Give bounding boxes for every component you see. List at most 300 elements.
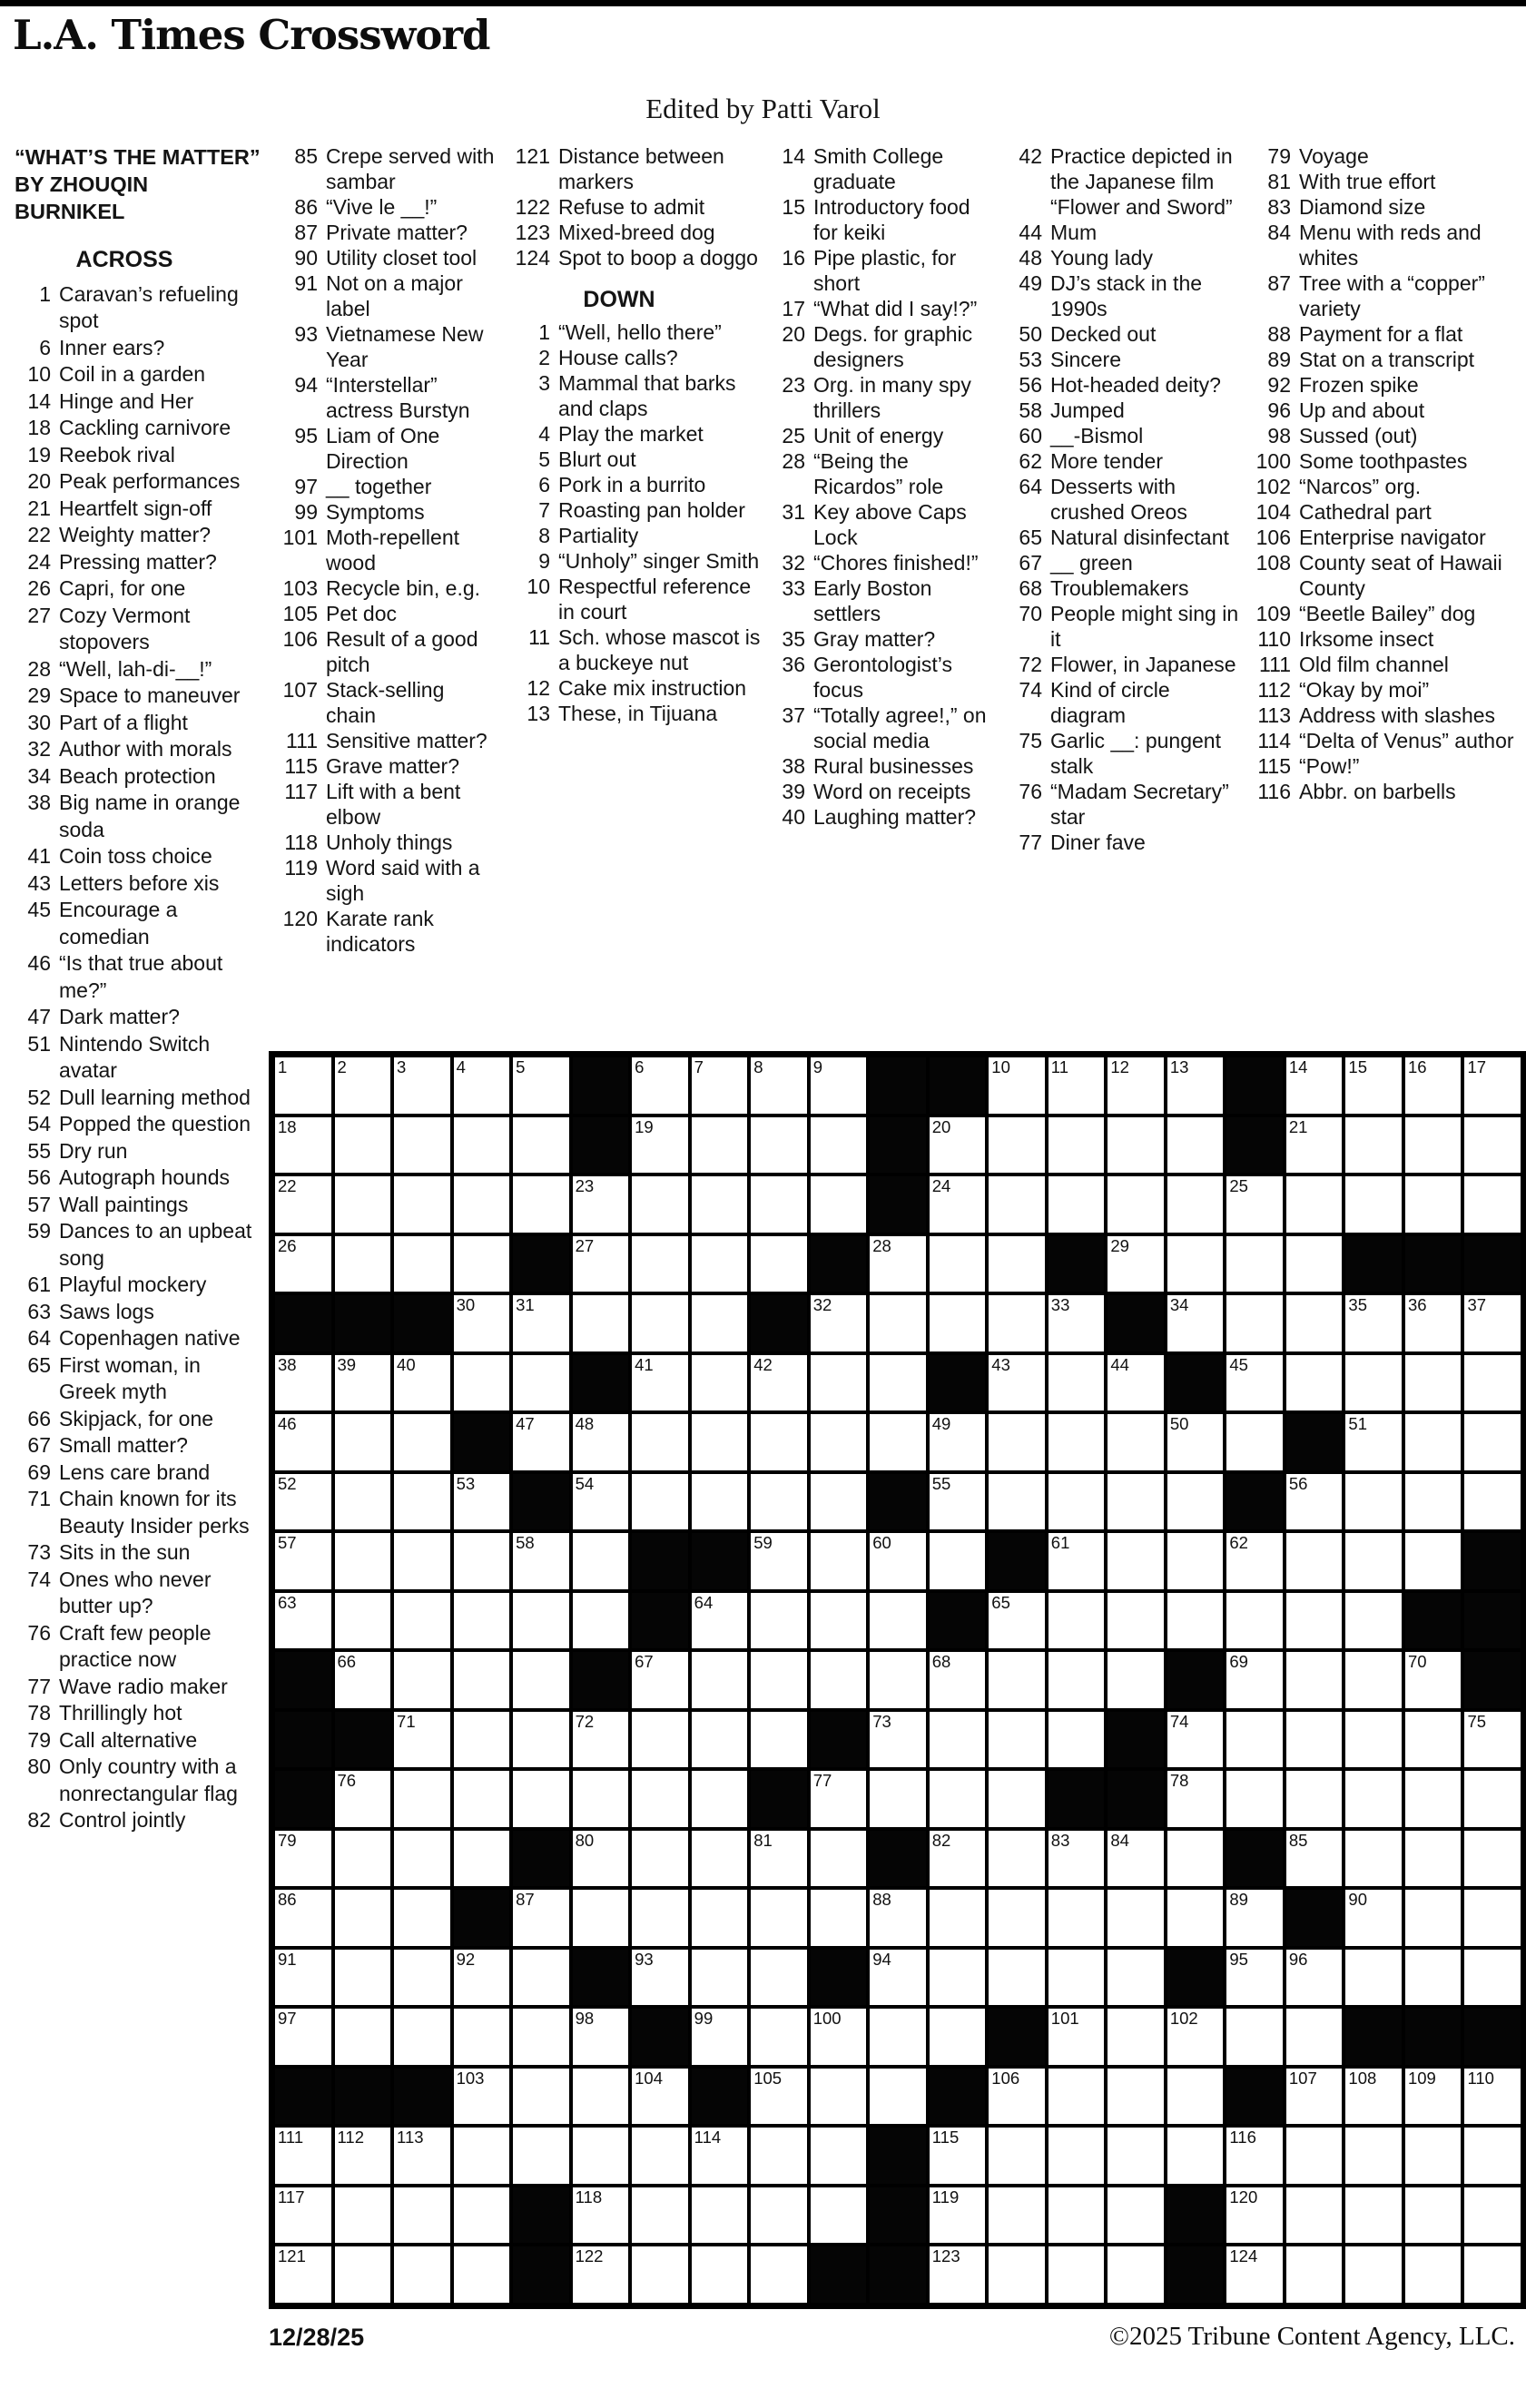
grid-cell[interactable]: [630, 1234, 690, 1294]
grid-cell[interactable]: [273, 2186, 333, 2246]
grid-cell[interactable]: [452, 1710, 512, 1770]
grid-cell[interactable]: [1225, 1591, 1285, 1651]
grid-cell[interactable]: [1285, 1353, 1344, 1413]
grid-cell[interactable]: [1225, 2007, 1285, 2067]
grid-cell[interactable]: [392, 1948, 452, 2008]
grid-cell[interactable]: [630, 1056, 690, 1116]
grid-cell[interactable]: [571, 1472, 631, 1532]
grid-cell[interactable]: [571, 1412, 631, 1472]
grid-cell[interactable]: [809, 1412, 869, 1472]
grid-cell[interactable]: [987, 1829, 1047, 1889]
grid-cell[interactable]: [868, 1234, 928, 1294]
grid-cell[interactable]: [392, 1234, 452, 1294]
grid-cell[interactable]: [1106, 1116, 1166, 1175]
grid-cell[interactable]: [1403, 1531, 1463, 1591]
grid-cell[interactable]: [928, 1472, 988, 1532]
grid-cell[interactable]: [1166, 1531, 1226, 1591]
grid-cell[interactable]: [1462, 2126, 1522, 2186]
grid-cell[interactable]: [511, 2007, 571, 2067]
grid-cell[interactable]: [1106, 2245, 1166, 2305]
grid-cell[interactable]: [630, 2245, 690, 2305]
grid-cell[interactable]: [1166, 1472, 1226, 1532]
grid-cell[interactable]: [1344, 1710, 1403, 1770]
grid-cell[interactable]: [333, 2126, 393, 2186]
grid-cell[interactable]: [1403, 1710, 1463, 1770]
grid-cell[interactable]: [868, 1531, 928, 1591]
grid-cell[interactable]: [1462, 2245, 1522, 2305]
grid-cell[interactable]: [1106, 1591, 1166, 1651]
grid-cell[interactable]: [809, 1056, 869, 1116]
grid-cell[interactable]: [452, 1591, 512, 1651]
grid-cell[interactable]: [1462, 1353, 1522, 1413]
grid-cell[interactable]: [571, 1888, 631, 1948]
grid-cell[interactable]: [630, 2126, 690, 2186]
grid-cell[interactable]: [1106, 1888, 1166, 1948]
grid-cell[interactable]: [1403, 1293, 1463, 1353]
grid-cell[interactable]: [690, 2245, 750, 2305]
grid-cell[interactable]: [928, 2245, 988, 2305]
grid-cell[interactable]: [1403, 1412, 1463, 1472]
grid-cell[interactable]: [928, 1829, 988, 1889]
grid-cell[interactable]: [809, 1650, 869, 1710]
grid-cell[interactable]: [1403, 2126, 1463, 2186]
grid-cell[interactable]: [1462, 2067, 1522, 2127]
grid-cell[interactable]: [333, 1650, 393, 1710]
grid-cell[interactable]: [690, 1234, 750, 1294]
grid-cell[interactable]: [749, 1888, 809, 1948]
grid-cell[interactable]: [868, 1412, 928, 1472]
grid-cell[interactable]: [273, 1175, 333, 1234]
grid-cell[interactable]: [571, 1531, 631, 1591]
grid-cell[interactable]: [1344, 1829, 1403, 1889]
grid-cell[interactable]: [987, 1056, 1047, 1116]
grid-cell[interactable]: [630, 1710, 690, 1770]
grid-cell[interactable]: [1462, 1888, 1522, 1948]
grid-cell[interactable]: [690, 1650, 750, 1710]
grid-cell[interactable]: [333, 1591, 393, 1651]
grid-cell[interactable]: [273, 1888, 333, 1948]
grid-cell[interactable]: [1462, 1412, 1522, 1472]
grid-cell[interactable]: [511, 1650, 571, 1710]
grid-cell[interactable]: [630, 1769, 690, 1829]
grid-cell[interactable]: [809, 2126, 869, 2186]
grid-cell[interactable]: [1285, 2126, 1344, 2186]
grid-cell[interactable]: [928, 1234, 988, 1294]
grid-cell[interactable]: [333, 1116, 393, 1175]
grid-cell[interactable]: [987, 1650, 1047, 1710]
grid-cell[interactable]: [511, 1412, 571, 1472]
grid-cell[interactable]: [273, 1472, 333, 1532]
grid-cell[interactable]: [1047, 1353, 1107, 1413]
grid-cell[interactable]: [690, 1353, 750, 1413]
grid-cell[interactable]: [452, 2245, 512, 2305]
grid-cell[interactable]: [987, 1710, 1047, 1770]
grid-cell[interactable]: [987, 1116, 1047, 1175]
grid-cell[interactable]: [1403, 1769, 1463, 1829]
grid-cell[interactable]: [452, 2126, 512, 2186]
grid-cell[interactable]: [690, 1769, 750, 1829]
grid-cell[interactable]: [690, 1710, 750, 1770]
grid-cell[interactable]: [987, 1353, 1047, 1413]
grid-cell[interactable]: [1462, 1948, 1522, 2008]
grid-cell[interactable]: [1344, 1412, 1403, 1472]
grid-cell[interactable]: [452, 1769, 512, 1829]
grid-cell[interactable]: [928, 1412, 988, 1472]
grid-cell[interactable]: [1047, 1591, 1107, 1651]
grid-cell[interactable]: [809, 1829, 869, 1889]
grid-cell[interactable]: [630, 1175, 690, 1234]
grid-cell[interactable]: [1166, 2126, 1226, 2186]
grid-cell[interactable]: [1403, 1056, 1463, 1116]
grid-cell[interactable]: [749, 2245, 809, 2305]
grid-cell[interactable]: [273, 1116, 333, 1175]
grid-cell[interactable]: [273, 2007, 333, 2067]
grid-cell[interactable]: [1225, 1888, 1285, 1948]
grid-cell[interactable]: [1225, 1948, 1285, 2008]
grid-cell[interactable]: [1047, 2067, 1107, 2127]
grid-cell[interactable]: [1344, 1353, 1403, 1413]
grid-cell[interactable]: [690, 2007, 750, 2067]
grid-cell[interactable]: [1344, 1948, 1403, 2008]
grid-cell[interactable]: [928, 1650, 988, 1710]
grid-cell[interactable]: [1106, 1650, 1166, 1710]
grid-cell[interactable]: [1285, 1650, 1344, 1710]
grid-cell[interactable]: [1285, 1175, 1344, 1234]
grid-cell[interactable]: [1106, 2067, 1166, 2127]
grid-cell[interactable]: [1225, 1293, 1285, 1353]
grid-cell[interactable]: [1462, 2186, 1522, 2246]
grid-cell[interactable]: [690, 2186, 750, 2246]
grid-cell[interactable]: [273, 2245, 333, 2305]
grid-cell[interactable]: [1462, 1116, 1522, 1175]
grid-cell[interactable]: [571, 2186, 631, 2246]
grid-cell[interactable]: [1344, 1591, 1403, 1651]
grid-cell[interactable]: [1047, 1175, 1107, 1234]
grid-cell[interactable]: [630, 1293, 690, 1353]
grid-cell[interactable]: [571, 1769, 631, 1829]
grid-cell[interactable]: [928, 2007, 988, 2067]
grid-cell[interactable]: [511, 1591, 571, 1651]
grid-cell[interactable]: [749, 1234, 809, 1294]
grid-cell[interactable]: [749, 1710, 809, 1770]
grid-cell[interactable]: [1225, 2126, 1285, 2186]
grid-cell[interactable]: [987, 1888, 1047, 1948]
grid-cell[interactable]: [571, 1710, 631, 1770]
grid-cell[interactable]: [333, 1531, 393, 1591]
grid-cell[interactable]: [749, 1412, 809, 1472]
grid-cell[interactable]: [630, 2067, 690, 2127]
grid-cell[interactable]: [749, 1116, 809, 1175]
grid-cell[interactable]: [868, 1710, 928, 1770]
grid-cell[interactable]: [571, 2067, 631, 2127]
grid-cell[interactable]: [987, 2067, 1047, 2127]
grid-cell[interactable]: [1047, 1056, 1107, 1116]
grid-cell[interactable]: [1285, 2245, 1344, 2305]
grid-cell[interactable]: [511, 1531, 571, 1591]
grid-cell[interactable]: [333, 1056, 393, 1116]
grid-cell[interactable]: [749, 2186, 809, 2246]
grid-cell[interactable]: [392, 2007, 452, 2067]
grid-cell[interactable]: [809, 2067, 869, 2127]
grid-cell[interactable]: [452, 1056, 512, 1116]
grid-cell[interactable]: [1403, 2245, 1463, 2305]
grid-cell[interactable]: [928, 1293, 988, 1353]
grid-cell[interactable]: [1225, 1710, 1285, 1770]
grid-cell[interactable]: [1225, 1175, 1285, 1234]
grid-cell[interactable]: [1403, 1650, 1463, 1710]
grid-cell[interactable]: [1344, 1116, 1403, 1175]
grid-cell[interactable]: [690, 1293, 750, 1353]
grid-cell[interactable]: [452, 1353, 512, 1413]
grid-cell[interactable]: [1344, 2186, 1403, 2246]
grid-cell[interactable]: [511, 1769, 571, 1829]
grid-cell[interactable]: [987, 1591, 1047, 1651]
grid-cell[interactable]: [1285, 2067, 1344, 2127]
grid-cell[interactable]: [690, 1472, 750, 1532]
grid-cell[interactable]: [392, 1175, 452, 1234]
grid-cell[interactable]: [452, 1293, 512, 1353]
grid-cell[interactable]: [809, 2186, 869, 2246]
grid-cell[interactable]: [868, 1948, 928, 2008]
grid-cell[interactable]: [1106, 1234, 1166, 1294]
grid-cell[interactable]: [392, 1353, 452, 1413]
grid-cell[interactable]: [571, 2245, 631, 2305]
grid-cell[interactable]: [1106, 2126, 1166, 2186]
grid-cell[interactable]: [987, 1412, 1047, 1472]
grid-cell[interactable]: [749, 1353, 809, 1413]
grid-cell[interactable]: [1047, 1531, 1107, 1591]
grid-cell[interactable]: [571, 1293, 631, 1353]
grid-cell[interactable]: [333, 2245, 393, 2305]
grid-cell[interactable]: [333, 1829, 393, 1889]
grid-cell[interactable]: [630, 1412, 690, 1472]
grid-cell[interactable]: [749, 1829, 809, 1889]
grid-cell[interactable]: [333, 1769, 393, 1829]
grid-cell[interactable]: [1047, 2126, 1107, 2186]
grid-cell[interactable]: [987, 1293, 1047, 1353]
grid-cell[interactable]: [1285, 1472, 1344, 1532]
grid-cell[interactable]: [452, 2067, 512, 2127]
grid-cell[interactable]: [1225, 1650, 1285, 1710]
grid-cell[interactable]: [809, 1769, 869, 1829]
grid-cell[interactable]: [868, 2067, 928, 2127]
grid-cell[interactable]: [1462, 1472, 1522, 1532]
grid-cell[interactable]: [1106, 1412, 1166, 1472]
grid-cell[interactable]: [987, 1175, 1047, 1234]
grid-cell[interactable]: [452, 2186, 512, 2246]
grid-cell[interactable]: [690, 1591, 750, 1651]
grid-cell[interactable]: [749, 1591, 809, 1651]
grid-cell[interactable]: [630, 1888, 690, 1948]
grid-cell[interactable]: [1403, 2186, 1463, 2246]
grid-cell[interactable]: [392, 1472, 452, 1532]
grid-cell[interactable]: [1106, 2007, 1166, 2067]
grid-cell[interactable]: [273, 1056, 333, 1116]
grid-cell[interactable]: [1344, 1056, 1403, 1116]
grid-cell[interactable]: [1285, 1948, 1344, 2008]
grid-cell[interactable]: [1166, 1710, 1226, 1770]
grid-cell[interactable]: [1047, 1829, 1107, 1889]
grid-cell[interactable]: [1047, 1293, 1107, 1353]
grid-cell[interactable]: [1462, 1710, 1522, 1770]
grid-cell[interactable]: [630, 1829, 690, 1889]
grid-cell[interactable]: [987, 1234, 1047, 1294]
grid-cell[interactable]: [809, 1353, 869, 1413]
grid-cell[interactable]: [630, 1650, 690, 1710]
grid-cell[interactable]: [1166, 1234, 1226, 1294]
grid-cell[interactable]: [749, 2067, 809, 2127]
grid-cell[interactable]: [1344, 2126, 1403, 2186]
grid-cell[interactable]: [1225, 2245, 1285, 2305]
grid-cell[interactable]: [1225, 1412, 1285, 1472]
grid-cell[interactable]: [273, 1412, 333, 1472]
grid-cell[interactable]: [1403, 2067, 1463, 2127]
grid-cell[interactable]: [928, 2186, 988, 2246]
grid-cell[interactable]: [511, 1175, 571, 1234]
grid-cell[interactable]: [1403, 1116, 1463, 1175]
grid-cell[interactable]: [868, 1591, 928, 1651]
grid-cell[interactable]: [1285, 1056, 1344, 1116]
grid-cell[interactable]: [333, 1948, 393, 2008]
grid-cell[interactable]: [630, 1353, 690, 1413]
grid-cell[interactable]: [690, 1948, 750, 2008]
grid-cell[interactable]: [1344, 1888, 1403, 1948]
grid-cell[interactable]: [1047, 1650, 1107, 1710]
grid-cell[interactable]: [392, 1531, 452, 1591]
grid-cell[interactable]: [392, 1888, 452, 1948]
grid-cell[interactable]: [749, 1531, 809, 1591]
grid-cell[interactable]: [452, 2007, 512, 2067]
grid-cell[interactable]: [987, 2245, 1047, 2305]
grid-cell[interactable]: [392, 1591, 452, 1651]
grid-cell[interactable]: [452, 1829, 512, 1889]
grid-cell[interactable]: [511, 1948, 571, 2008]
grid-cell[interactable]: [392, 2126, 452, 2186]
grid-cell[interactable]: [1047, 1948, 1107, 2008]
grid-cell[interactable]: [1462, 1056, 1522, 1116]
grid-cell[interactable]: [452, 1948, 512, 2008]
grid-cell[interactable]: [452, 1650, 512, 1710]
grid-cell[interactable]: [333, 2007, 393, 2067]
grid-cell[interactable]: [333, 1234, 393, 1294]
grid-cell[interactable]: [868, 2007, 928, 2067]
grid-cell[interactable]: [1225, 1531, 1285, 1591]
grid-cell[interactable]: [630, 2186, 690, 2246]
grid-cell[interactable]: [1285, 1293, 1344, 1353]
grid-cell[interactable]: [987, 1472, 1047, 1532]
grid-cell[interactable]: [630, 1948, 690, 2008]
grid-cell[interactable]: [1403, 1353, 1463, 1413]
grid-cell[interactable]: [1166, 2007, 1226, 2067]
grid-cell[interactable]: [1047, 2186, 1107, 2246]
grid-cell[interactable]: [1166, 1769, 1226, 1829]
grid-cell[interactable]: [928, 2126, 988, 2186]
grid-cell[interactable]: [1225, 1234, 1285, 1294]
grid-cell[interactable]: [392, 1650, 452, 1710]
grid-cell[interactable]: [392, 1829, 452, 1889]
grid-cell[interactable]: [1285, 1234, 1344, 1294]
grid-cell[interactable]: [749, 1472, 809, 1532]
grid-cell[interactable]: [928, 1710, 988, 1770]
grid-cell[interactable]: [809, 2007, 869, 2067]
grid-cell[interactable]: [1106, 1056, 1166, 1116]
grid-cell[interactable]: [1285, 1591, 1344, 1651]
grid-cell[interactable]: [571, 1591, 631, 1651]
grid-cell[interactable]: [273, 1591, 333, 1651]
grid-cell[interactable]: [333, 1353, 393, 1413]
grid-cell[interactable]: [987, 2126, 1047, 2186]
grid-cell[interactable]: [1106, 1472, 1166, 1532]
grid-cell[interactable]: [928, 1769, 988, 1829]
grid-cell[interactable]: [273, 1353, 333, 1413]
grid-cell[interactable]: [749, 1948, 809, 2008]
grid-cell[interactable]: [452, 1234, 512, 1294]
grid-cell[interactable]: [273, 1948, 333, 2008]
grid-cell[interactable]: [928, 1175, 988, 1234]
grid-cell[interactable]: [1166, 1829, 1226, 1889]
grid-cell[interactable]: [690, 1412, 750, 1472]
grid-cell[interactable]: [452, 1175, 512, 1234]
grid-cell[interactable]: [690, 1175, 750, 1234]
grid-cell[interactable]: [392, 1710, 452, 1770]
grid-cell[interactable]: [690, 1888, 750, 1948]
grid-cell[interactable]: [392, 2186, 452, 2246]
grid-cell[interactable]: [1166, 1412, 1226, 1472]
grid-cell[interactable]: [1344, 1293, 1403, 1353]
grid-cell[interactable]: [1047, 1116, 1107, 1175]
grid-cell[interactable]: [1166, 1888, 1226, 1948]
grid-cell[interactable]: [630, 1116, 690, 1175]
grid-cell[interactable]: [809, 1293, 869, 1353]
grid-cell[interactable]: [809, 1888, 869, 1948]
grid-cell[interactable]: [392, 1116, 452, 1175]
grid-cell[interactable]: [987, 1948, 1047, 2008]
grid-cell[interactable]: [868, 1650, 928, 1710]
grid-cell[interactable]: [1344, 2067, 1403, 2127]
grid-cell[interactable]: [1285, 1531, 1344, 1591]
grid-cell[interactable]: [1106, 1829, 1166, 1889]
grid-cell[interactable]: [1285, 2186, 1344, 2246]
grid-cell[interactable]: [392, 1769, 452, 1829]
grid-cell[interactable]: [511, 1353, 571, 1413]
grid-cell[interactable]: [392, 2245, 452, 2305]
grid-cell[interactable]: [1344, 2245, 1403, 2305]
grid-cell[interactable]: [273, 1829, 333, 1889]
grid-cell[interactable]: [928, 1948, 988, 2008]
grid-cell[interactable]: [511, 1888, 571, 1948]
grid-cell[interactable]: [1047, 1412, 1107, 1472]
grid-cell[interactable]: [1285, 1829, 1344, 1889]
grid-cell[interactable]: [511, 1710, 571, 1770]
grid-cell[interactable]: [868, 1353, 928, 1413]
grid-cell[interactable]: [571, 1829, 631, 1889]
grid-cell[interactable]: [273, 1234, 333, 1294]
grid-cell[interactable]: [749, 1175, 809, 1234]
grid-cell[interactable]: [1403, 1472, 1463, 1532]
grid-cell[interactable]: [1106, 2186, 1166, 2246]
grid-cell[interactable]: [1166, 1293, 1226, 1353]
grid-cell[interactable]: [868, 1293, 928, 1353]
grid-cell[interactable]: [1047, 1472, 1107, 1532]
grid-cell[interactable]: [1462, 1829, 1522, 1889]
grid-cell[interactable]: [571, 1175, 631, 1234]
grid-cell[interactable]: [809, 1531, 869, 1591]
grid-cell[interactable]: [333, 1472, 393, 1532]
grid-cell[interactable]: [809, 1591, 869, 1651]
grid-cell[interactable]: [690, 1116, 750, 1175]
grid-cell[interactable]: [928, 1116, 988, 1175]
grid-cell[interactable]: [511, 2126, 571, 2186]
